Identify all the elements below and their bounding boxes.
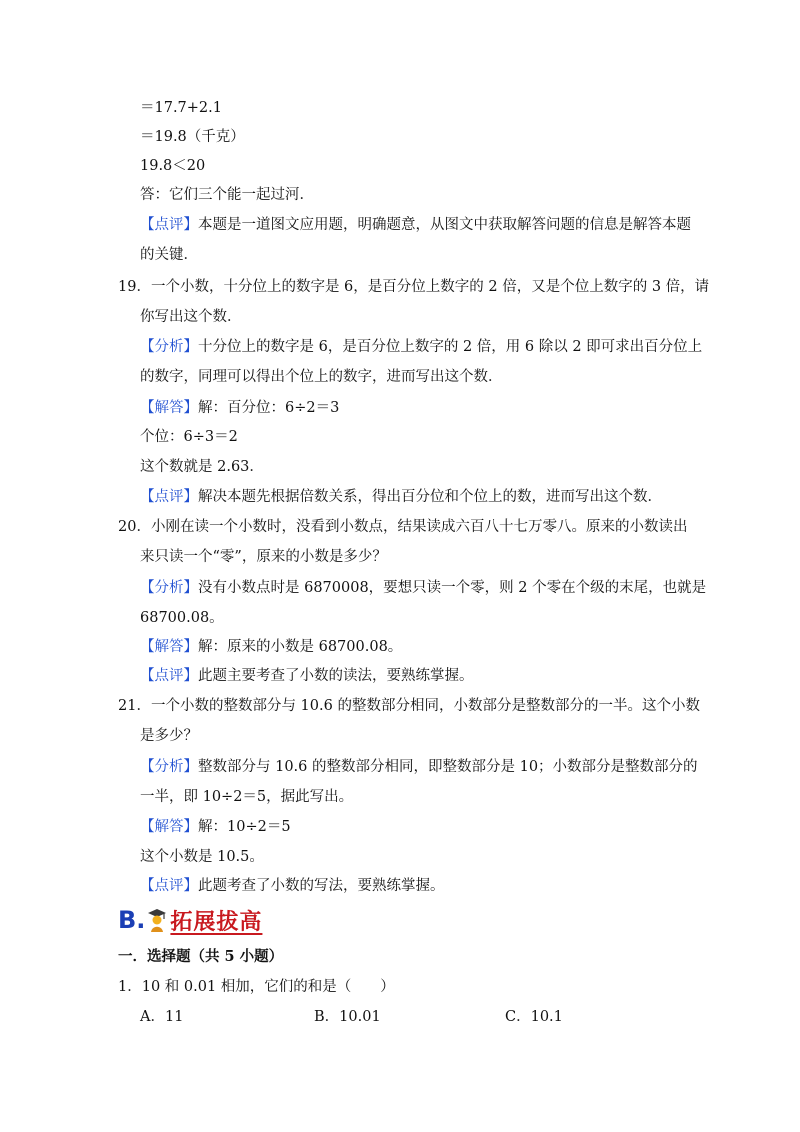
answer-tag: 【解答】 <box>140 639 198 655</box>
review-text: 解决本题先根据倍数关系，得出百分位和个位上的数，进而写出这个数． <box>198 489 662 505</box>
review-tag: 【点评】 <box>140 668 198 684</box>
section-banner <box>118 903 262 937</box>
answer-text: 解：百分位：6÷2＝3 <box>198 400 340 416</box>
mc-question-stem: 1．10 和 0.01 相加，它们的和是（ ） <box>118 979 395 995</box>
mc-option-a: A．11 <box>140 1009 184 1025</box>
graduate-icon <box>146 906 168 934</box>
review-text-cont: 的关键． <box>140 247 198 263</box>
review-paragraph <box>140 666 474 686</box>
review-text: 此题主要考查了小数的读法，要熟练掌握。 <box>198 668 474 684</box>
banner-letter: B. <box>118 906 146 934</box>
review-tag: 【点评】 <box>140 878 198 894</box>
analysis-text-cont: 的数字，同理可以得出个位上的数字，进而写出这个数． <box>140 369 503 385</box>
section-heading: 一．选择题（共 5 小题） <box>118 948 284 965</box>
equation-line: ＝17.7+2.1 <box>140 100 222 116</box>
review-tag: 【点评】 <box>140 217 198 233</box>
review-text: 此题考查了小数的写法，要熟练掌握。 <box>198 878 445 894</box>
question-21-stem: 21．一个小数的整数部分与 10.6 的整数部分相同，小数部分是整数部分的一半。这个小数 <box>118 698 700 714</box>
mc-option-b: B．10.01 <box>314 1009 381 1025</box>
analysis-paragraph <box>140 757 698 777</box>
analysis-tag: 【分析】 <box>140 759 198 775</box>
answer-paragraph <box>140 637 402 657</box>
analysis-paragraph <box>140 337 702 357</box>
answer-line: 答：它们三个能一起过河． <box>140 187 314 203</box>
equation-line: 19.8＜20 <box>140 158 206 174</box>
analysis-text: 没有小数点时是 6870008，要想只读一个零，则 2 个零在个级的末尾，也就是 <box>198 580 707 596</box>
analysis-paragraph <box>140 578 706 598</box>
analysis-text: 整数部分与 10.6 的整数部分相同，即整数部分是 10；小数部分是整数部分的 <box>198 759 698 775</box>
answer-paragraph <box>140 817 291 837</box>
review-tag: 【点评】 <box>140 489 198 505</box>
analysis-text-cont: 一半，即 10÷2＝5，据此写出。 <box>140 789 354 805</box>
analysis-text-cont: 68700.08。 <box>140 610 224 626</box>
mc-option-c: C．10.1 <box>505 1009 563 1025</box>
answer-tag: 【解答】 <box>140 819 198 835</box>
review-paragraph <box>140 487 662 507</box>
question-20-stem-cont: 来只读一个“零”，原来的小数是多少？ <box>140 549 387 565</box>
analysis-tag: 【分析】 <box>140 339 198 355</box>
review-paragraph <box>140 215 691 235</box>
question-20-stem: 20．小刚在读一个小数时，没看到小数点，结果读成六百八十七万零八。原来的小数读出 <box>118 519 688 535</box>
question-19-stem-cont: 你写出这个数． <box>140 309 242 325</box>
analysis-tag: 【分析】 <box>140 580 198 596</box>
answer-tag: 【解答】 <box>140 400 198 416</box>
answer-paragraph <box>140 398 339 418</box>
banner-title: 拓展拔高 <box>170 908 263 935</box>
equation-line: ＝19.8（千克） <box>140 129 245 145</box>
answer-text-cont: 这个数就是 2.63． <box>140 459 264 475</box>
answer-text-cont: 这个小数是 10.5。 <box>140 849 264 865</box>
question-21-stem-cont: 是多少？ <box>140 728 198 744</box>
answer-text: 解：10÷2＝5 <box>198 819 291 835</box>
review-text: 本题是一道图文应用题，明确题意，从图文中获取解答问题的信息是解答本题 <box>198 217 691 233</box>
review-paragraph <box>140 876 445 896</box>
analysis-text: 十分位上的数字是 6，是百分位上数字的 2 倍，用 6 除以 2 即可求出百分位上 <box>198 339 703 355</box>
answer-text-cont: 个位：6÷3＝2 <box>140 429 238 445</box>
answer-text: 解：原来的小数是 68700.08。 <box>198 639 403 655</box>
question-19-stem: 19．一个小数，十分位上的数字是 6，是百分位上数字的 2 倍，又是个位上数字的 3 倍，请 <box>118 279 710 295</box>
